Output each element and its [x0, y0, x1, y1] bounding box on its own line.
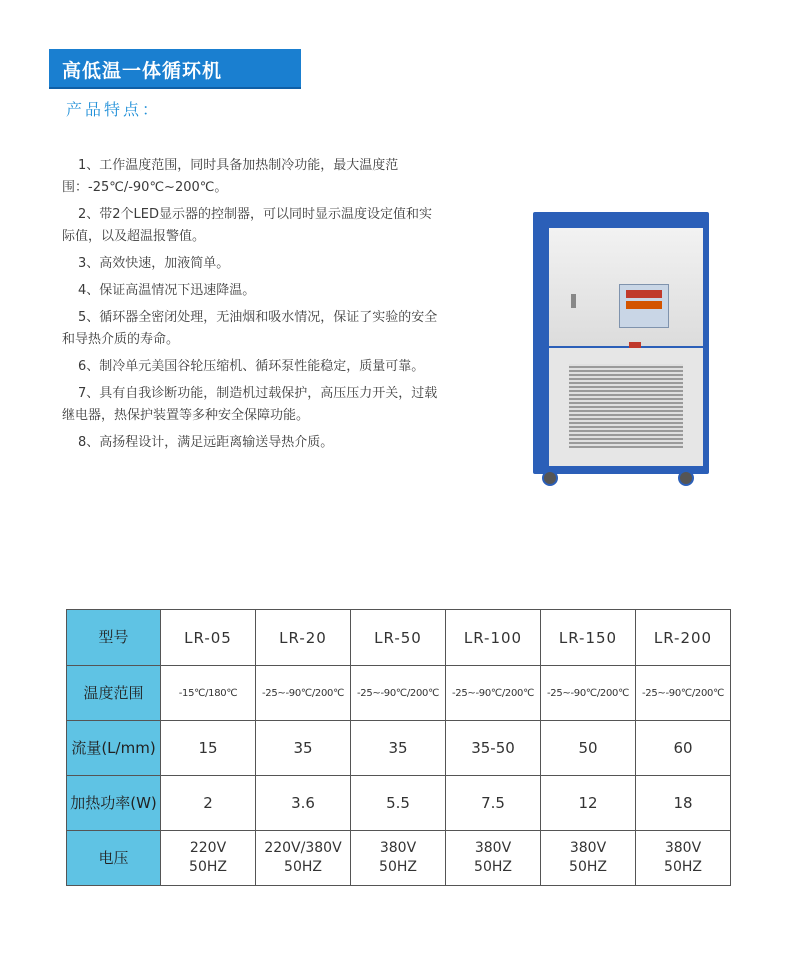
feature-item: 7、具有自我诊断功能，制造机过载保护，高压压力开关，过载继电器，热保护装置等多种安全保障功能。: [62, 386, 438, 423]
feature-item: 2、带2个LED显示器的控制器，可以同时显示温度设定值和实际值，以及超温报警值。: [62, 207, 433, 244]
voltage-cell: [446, 831, 541, 886]
temp-cell: -25~-90℃/200℃: [256, 666, 351, 721]
feature-item: 3、高效快速，加液简单。: [78, 256, 230, 271]
power-cell: 7.5: [446, 776, 541, 831]
frequency-value: 50HZ: [284, 859, 322, 875]
temp-cell: -25~-90℃/200℃: [541, 666, 636, 721]
temp-cell: -25~-90℃/200℃: [446, 666, 541, 721]
power-cell: 3.6: [256, 776, 351, 831]
frequency-value: 50HZ: [189, 859, 227, 875]
frequency-value: 50HZ: [474, 859, 512, 875]
model-cell: LR-150: [541, 610, 636, 666]
flow-cell: 35: [256, 721, 351, 776]
machine-lower-panel: [549, 348, 703, 466]
table-row: [67, 776, 731, 831]
switch-knob: [629, 342, 641, 348]
model-cell: LR-200: [636, 610, 731, 666]
section-subtitle: 产品特点：: [66, 100, 162, 119]
led-display: [626, 290, 662, 298]
table-row: [67, 721, 731, 776]
power-cell: 5.5: [351, 776, 446, 831]
table-row: [67, 831, 731, 886]
voltage-value: 380V: [664, 840, 702, 856]
feature-item: 8、高扬程设计，满足远距离输送导热介质。: [78, 435, 334, 450]
voltage-value: 380V: [474, 840, 512, 856]
feature-list: [62, 155, 442, 459]
flow-cell: 50: [541, 721, 636, 776]
machine-frame: [533, 212, 709, 474]
voltage-cell: [636, 831, 731, 886]
row-header-model: 型号: [67, 610, 161, 666]
feature-item: 5、循环器全密闭处理，无油烟和吸水情况，保证了实验的安全和导热介质的寿命。: [62, 310, 438, 347]
door-handle: [571, 294, 576, 308]
table-row: [67, 666, 731, 721]
table-row: [67, 610, 731, 666]
feature-item: 4、保证高温情况下迅速降温。: [78, 283, 256, 298]
title-banner: [49, 49, 301, 89]
voltage-value: 220V/380V: [264, 840, 342, 856]
row-header-voltage: 电压: [67, 831, 161, 886]
voltage-value: 380V: [379, 840, 417, 856]
voltage-cell: [351, 831, 446, 886]
page-title: 高低温一体循环机: [62, 60, 223, 82]
wheel-icon: [542, 470, 558, 486]
voltage-cell: [541, 831, 636, 886]
flow-cell: 35: [351, 721, 446, 776]
row-header-power: 加热功率(W): [67, 776, 161, 831]
feature-item: 1、工作温度范围，同时具备加热制冷功能，最大温度范围：-25℃/-90℃~200℃。: [62, 158, 399, 195]
power-cell: 2: [161, 776, 256, 831]
frequency-value: 50HZ: [664, 859, 702, 875]
model-cell: LR-50: [351, 610, 446, 666]
spec-table: [66, 609, 731, 886]
temp-cell: -15℃/180℃: [161, 666, 256, 721]
model-cell: LR-05: [161, 610, 256, 666]
power-cell: 18: [636, 776, 731, 831]
power-cell: 12: [541, 776, 636, 831]
controller-panel: [619, 284, 669, 328]
vent-grille: [569, 364, 683, 448]
frequency-value: 50HZ: [379, 859, 417, 875]
wheel-icon: [678, 470, 694, 486]
voltage-value: 220V: [189, 840, 227, 856]
flow-cell: 35-50: [446, 721, 541, 776]
feature-item: 6、制冷单元美国谷轮压缩机、循环泵性能稳定，质量可靠。: [78, 359, 425, 374]
row-header-flow: 流量(L/mm): [67, 721, 161, 776]
led-display: [626, 301, 662, 309]
product-image: [528, 212, 713, 487]
voltage-cell: [256, 831, 351, 886]
flow-cell: 60: [636, 721, 731, 776]
temp-cell: -25~-90℃/200℃: [636, 666, 731, 721]
voltage-cell: [161, 831, 256, 886]
temp-cell: -25~-90℃/200℃: [351, 666, 446, 721]
frequency-value: 50HZ: [569, 859, 607, 875]
row-header-temp: 温度范围: [67, 666, 161, 721]
voltage-value: 380V: [569, 840, 607, 856]
model-cell: LR-100: [446, 610, 541, 666]
flow-cell: 15: [161, 721, 256, 776]
model-cell: LR-20: [256, 610, 351, 666]
machine-upper-panel: [549, 228, 703, 346]
